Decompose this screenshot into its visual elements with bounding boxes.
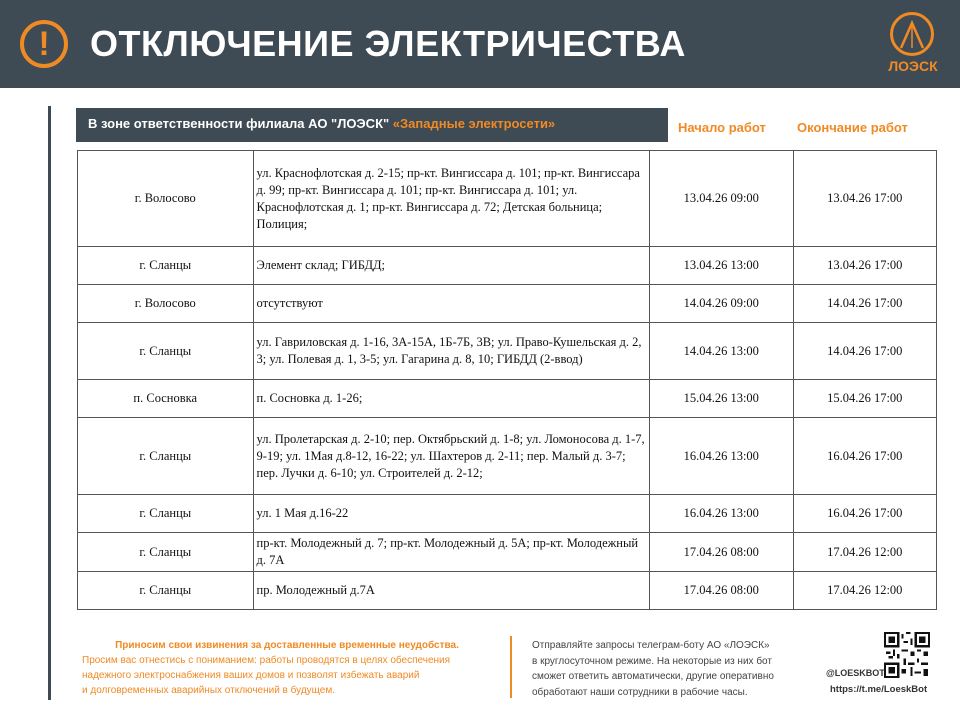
address-cell: Элемент склад; ГИБДД; [253, 247, 650, 285]
address-cell: ул. Краснофлотская д. 2-15; пр-кт. Вингиссара д. 101; пр-кт. Вингиссара д. 99; пр-кт. Вингиссара д. 101; пр-кт. Вингиссара д. 101; ул. Краснофлотская д. 1; пр-кт. Вингиссара д. 72; Детская больница; Полиция; [253, 151, 650, 247]
bot-info-line: сможет ответить автоматически, другие оперативно [532, 671, 774, 682]
city-cell: г. Сланцы [78, 418, 254, 495]
city-cell: г. Сланцы [78, 323, 254, 380]
bot-link[interactable]: https://t.me/LoeskBot [830, 684, 928, 695]
address-cell: ул. Пролетарская д. 2-10; пер. Октябрьский д. 1-8; ул. Ломоносова д. 1-7, 9-19; ул. 1Мая д.8-12, 16-22; ул. Шахтеров д. 2-11; пер. Малый д. 3-7; пер. Лучки д. 6-10; ул. Строителей д. 2-12; [253, 418, 650, 495]
bot-qr-block [826, 630, 936, 700]
end-time-cell: 13.04.26 17:00 [793, 247, 937, 285]
logo-text: ЛОЭСК [888, 58, 938, 74]
address-cell: ул. 1 Мая д.16-22 [253, 495, 650, 533]
table-row [78, 285, 937, 323]
column-header-start: Начало работ [678, 120, 766, 135]
start-time-cell: 14.04.26 13:00 [650, 323, 793, 380]
table-row [78, 418, 937, 495]
city-cell: г. Сланцы [78, 247, 254, 285]
city-cell: г. Сланцы [78, 495, 254, 533]
address-cell: отсутствуют [253, 285, 650, 323]
bot-info [532, 638, 812, 700]
apology-title: Приносим свои извинения за доставленные временные неудобства. [115, 640, 459, 651]
table-row [78, 151, 937, 247]
table-row [78, 495, 937, 533]
start-time-cell: 14.04.26 09:00 [650, 285, 793, 323]
end-time-cell: 17.04.26 12:00 [793, 572, 937, 610]
bot-info-line: в круглосуточном режиме. На некоторые из них бот [532, 655, 772, 667]
city-cell: г. Волосово [78, 285, 254, 323]
bot-info-line: Отправляйте запросы телеграм-боту АО «ЛОЭСК» [532, 640, 770, 651]
end-time-cell: 14.04.26 17:00 [793, 323, 937, 380]
bot-info-line: обработают наши сотрудники в рабочие часы. [532, 686, 748, 698]
address-cell: п. Сосновка д. 1-26; [253, 380, 650, 418]
address-cell: пр-кт. Молодежный д. 7; пр-кт. Молодежный д. 5А; пр-кт. Молодежный д. 7А [253, 533, 650, 572]
city-cell: г. Волосово [78, 151, 254, 247]
column-header-end: Окончание работ [797, 120, 908, 135]
address-cell: ул. Гавриловская д. 1-16, 3А-15А, 1Б-7Б, 3В; ул. Право-Кушельская д. 2, 3; ул. Полевая д. 1, 3-5; ул. Гагарина д. 8, 10; ГИБДД (2-ввод) [253, 323, 650, 380]
logo-emblem-icon [890, 12, 934, 56]
section-label-accent: «Западные электросети» [392, 116, 556, 131]
city-cell: г. Сланцы [78, 533, 254, 572]
address-cell: пр. Молодежный д.7А [253, 572, 650, 610]
company-logo [882, 12, 944, 76]
end-time-cell: 14.04.26 17:00 [793, 285, 937, 323]
outage-table [77, 150, 937, 610]
table-row [78, 533, 937, 572]
header-bar [0, 0, 960, 88]
start-time-cell: 13.04.26 13:00 [650, 247, 793, 285]
table-row [78, 572, 937, 610]
end-time-cell: 17.04.26 12:00 [793, 533, 937, 572]
end-time-cell: 13.04.26 17:00 [793, 151, 937, 247]
city-cell: г. Сланцы [78, 572, 254, 610]
table-row [78, 323, 937, 380]
start-time-cell: 16.04.26 13:00 [650, 418, 793, 495]
start-time-cell: 17.04.26 08:00 [650, 533, 793, 572]
end-time-cell: 16.04.26 17:00 [793, 418, 937, 495]
left-accent-bar [48, 106, 51, 700]
end-time-cell: 16.04.26 17:00 [793, 495, 937, 533]
apology-line: Просим вас отнестись с пониманием: работы проводятся в целях обеспечения [82, 655, 451, 666]
qr-code-icon[interactable] [884, 632, 930, 678]
apology-line: надежного электроснабжения ваших домов и позволят избежать аварий [82, 670, 420, 681]
start-time-cell: 17.04.26 08:00 [650, 572, 793, 610]
section-label-prefix: В зоне ответственности филиала АО "ЛОЭСК" [88, 116, 390, 131]
apology-note [82, 638, 492, 698]
start-time-cell: 16.04.26 13:00 [650, 495, 793, 533]
end-time-cell: 15.04.26 17:00 [793, 380, 937, 418]
footer-divider [510, 636, 512, 698]
city-cell: п. Сосновка [78, 380, 254, 418]
bot-handle: @LOESKBOT [826, 668, 885, 678]
table-row [78, 247, 937, 285]
start-time-cell: 13.04.26 09:00 [650, 151, 793, 247]
warning-icon: ! [20, 20, 68, 68]
table-row [78, 380, 937, 418]
page-title: ОТКЛЮЧЕНИЕ ЭЛЕКТРИЧЕСТВА [90, 23, 686, 64]
apology-line: и долговременных аварийных отключений в будущем. [82, 685, 335, 696]
start-time-cell: 15.04.26 13:00 [650, 380, 793, 418]
section-label [76, 108, 668, 142]
